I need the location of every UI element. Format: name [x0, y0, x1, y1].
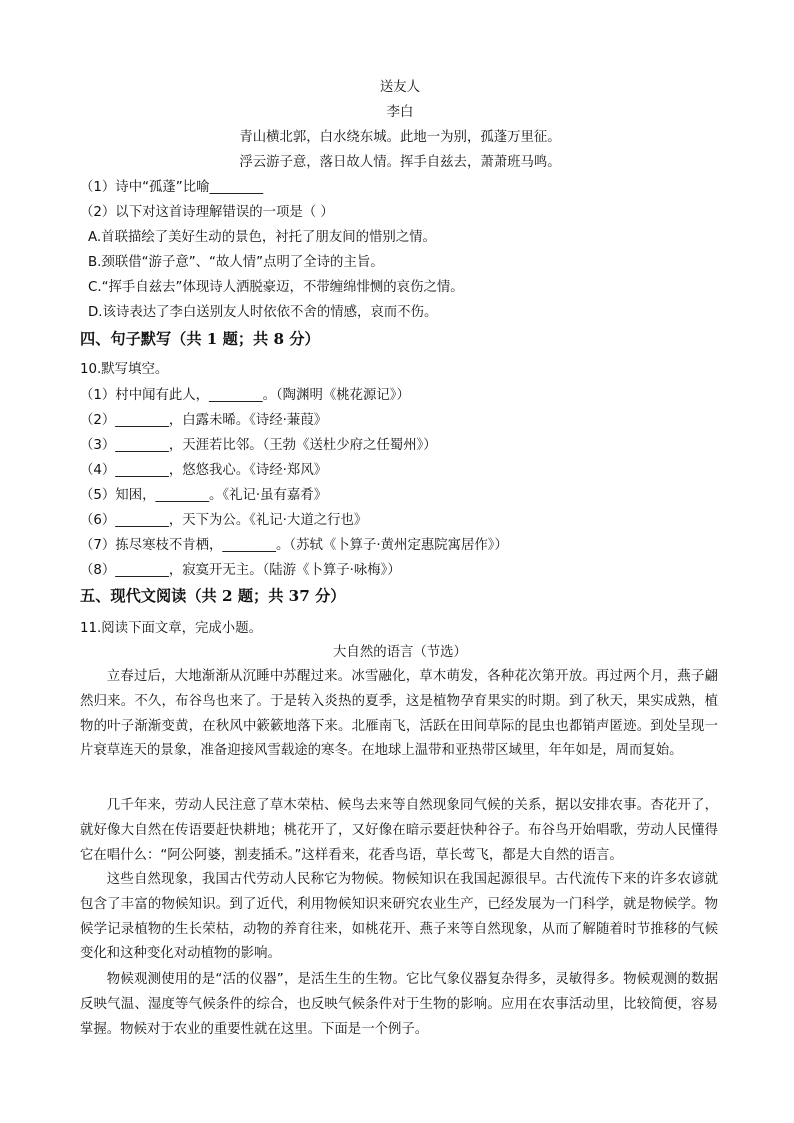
section-4-heading: 四、句子默写（共 1 题；共 8 分）	[80, 330, 320, 348]
poem-line-2: 浮云游子意，落日故人情。挥手自兹去，萧萧班马鸣。	[239, 155, 561, 170]
fill-blank-item: （6）________，天下为公。《礼记·大道之行也》	[80, 513, 368, 528]
poem-title: 送友人	[379, 80, 421, 95]
poem-line-1: 青山横北郭，白水绕东城。此地一为别，孤蓬万里征。	[239, 130, 561, 145]
option-c: C.“挥手自兹去”体现诗人洒脱豪迈，不带缠绵悱恻的哀伤之情。	[88, 280, 464, 295]
article-title: 大自然的语言（节选）	[333, 645, 467, 660]
option-b: B.颈联借“游子意”、“故人情”点明了全诗的主旨。	[88, 255, 384, 270]
fill-blank-item: （4）________，悠悠我心。《诗经·郑风》	[80, 463, 328, 478]
option-d: D.该诗表达了李白送别友人时依依不舍的情感，哀而不伤。	[88, 305, 438, 320]
article-paragraph: 物候观测使用的是“活的仪器”，是活生生的生物。它比气象仪器复杂得多，灵敏得多。物候观测的数据反映气温、湿度等气候条件的综合，也反映气候条件对于生物的影响。应用在农事活动里，比较简便，容易掌握。物候对于农业的重要性就在这里。下面是一个例子。	[80, 972, 718, 1037]
fill-blank-item: （2）________，白露未晞。《诗经·蒹葭》	[80, 413, 328, 428]
option-a: A.首联描绘了美好生动的景色，衬托了朋友间的惜别之情。	[88, 230, 436, 245]
poem-question-1: （1）诗中“孤蓬”比喻________	[80, 180, 264, 195]
question-10-intro: 10.默写填空。	[80, 362, 169, 377]
article-paragraph: 几千年来，劳动人民注意了草木荣枯、候鸟去来等自然现象同气候的关系，据以安排农事。杏花开了，就好像大自然在传语要赶快耕地；桃花开了，又好像在暗示要赶快种谷子。布谷鸟开始唱歌，劳动人民懂得它在唱什么：“阿公阿婆，割麦插禾。”这样看来，花香鸟语，草长莺飞，都是大自然的语言。	[80, 798, 718, 863]
fill-blank-item: （8）________，寂寞开无主。（陆游《卜算子·咏梅》）	[80, 563, 401, 578]
poem-author: 李白	[386, 105, 414, 120]
fill-blank-item: （7）拣尽寒枝不肯栖，________。（苏轼《卜算子·黄州定惠院寓居作》）	[80, 538, 508, 553]
section-5-heading: 五、现代文阅读（共 2 题；共 37 分）	[80, 587, 346, 605]
poem-question-2: （2）以下对这首诗理解错误的一项是（ ）	[80, 205, 334, 220]
fill-blank-item: （3）________，天涯若比邻。（王勃《送杜少府之任蜀州》）	[80, 438, 437, 453]
fill-blank-item: （5）知困，________。《礼记·虽有嘉肴》	[80, 488, 328, 503]
fill-blank-item: （1）村中闻有此人，________。（陶渊明《桃花源记》）	[80, 388, 410, 403]
article-paragraph: 立春过后，大地渐渐从沉睡中苏醒过来。冰雪融化，草木萌发，各种花次第开放。再过两个月，燕子翩然归来。不久，布谷鸟也来了。于是转入炎热的夏季，这是植物孕育果实的时期。到了秋天，果实成熟，植物的叶子渐渐变黄，在秋风中簌簌地落下来。北雁南飞，活跃在田间草际的昆虫也都销声匿迹。到处呈现一片衰草连天的景象，准备迎接风雪载途的寒冬。在地球上温带和亚热带区域里，年年如是，周而复始。	[80, 669, 718, 759]
article-paragraph: 这些自然现象，我国古代劳动人民称它为物候。物候知识在我国起源很早。古代流传下来的许多农谚就包含了丰富的物候知识。到了近代，利用物候知识来研究农业生产，已经发展为一门科学，就是物候学。物候学记录植物的生长荣枯，动物的养育往来，如桃花开、燕子来等自然现象，从而了解随着时节推移的气候变化和这种变化对动植物的影响。	[80, 872, 718, 962]
question-11-intro: 11.阅读下面文章，完成小题。	[80, 621, 262, 636]
